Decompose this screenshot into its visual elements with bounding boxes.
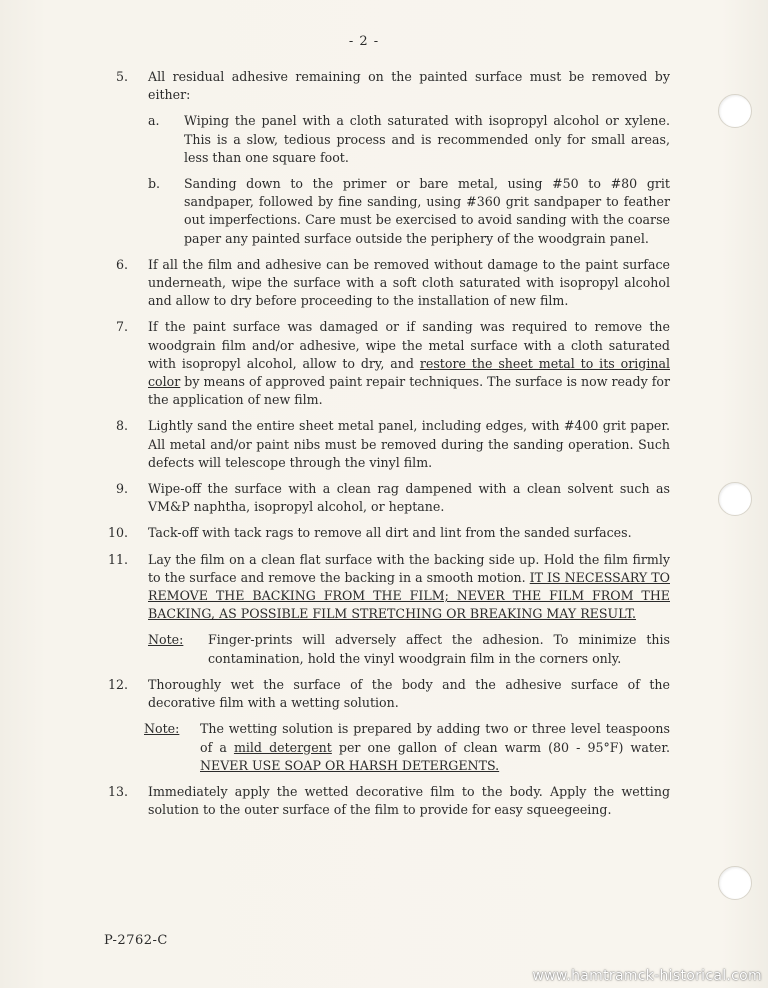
warning-underlined-text: IT IS NECESSARY TO REMOVE THE BACKING FROM THE FILM; NEVER THE FILM FROM THE BACKING, AS POSSIBLE FILM STRETCHING OR BREAKING MAY RESULT. [148,569,670,622]
sub-item-b [100,175,670,248]
note-text-continued: per one gallon of clean warm (80 - 95°F) water. [331,739,670,755]
list-item-6 [100,256,670,311]
underlined-text: mild detergent [233,739,332,755]
sub-item-text: Wiping the panel with a cloth saturated with isopropyl alcohol or xylene. This is a slow, tedious process and is recommended only for small areas, less than one square foot. [184,113,670,165]
punch-hole-top [718,94,752,128]
item-number: 5. [115,69,128,84]
item-number: 6. [115,256,128,272]
note-wetting-solution [100,720,670,775]
item-number: 9. [115,481,128,497]
website-watermark: www.hamtramck-historical.com [532,968,762,984]
item-text: Tack-off with tack rags to remove all dirt and lint from the sanded surfaces. [148,525,632,541]
punch-hole-bottom [718,866,752,900]
item-text: Lay the film on a clean flat surface with the backing side up. Hold the film firmly to the surface and remove the backing in a smooth motion. [148,551,670,585]
punch-hole-middle [718,482,752,516]
item-text: Thoroughly wet the surface of the body and the adhesive surface of the decorative film with a wetting solution. [148,676,670,711]
note-label: Note: [148,632,184,648]
item-number: 7. [115,319,128,335]
list-item-5 [100,68,670,104]
list-item-7 [100,318,670,409]
note-label: Note: [144,721,180,737]
item-number: 10. [107,525,128,541]
item-text: Wipe-off the surface with a clean rag dampened with a clean solvent such as VM&P naphtha, isopropyl alcohol, or heptane. [148,481,670,515]
page-number: - 2 - [348,34,380,49]
item-number: 12. [107,676,128,692]
underlined-text: restore the sheet metal to its original color [148,355,670,390]
list-item-12 [100,676,670,712]
list-item-9 [100,480,670,516]
item-number: 13. [107,783,128,799]
item-text: All residual adhesive remaining on the painted surface must be removed by either: [148,69,670,103]
item-text: Lightly sand the entire sheet metal panel, including edges, with #400 grit paper. All metal and/or paint nibs must be removed during the sanding operation. Such defects will telescope through the vinyl film. [148,418,670,470]
item-text: If the paint surface was damaged or if sanding was required to remove the woodgrain film and/or adhesive, wipe the metal surface with a cloth saturated with isopropyl alcohol, allow to dry, and [148,319,670,371]
item-number: 11. [107,551,128,567]
list-item-8 [100,417,670,472]
item-text-continued: by means of approved paint repair techniques. The surface is now ready for the application of new film. [148,374,670,408]
sub-item-a [100,112,670,167]
sub-item-text: Sanding down to the primer or bare metal, using #50 to #80 grit sandpaper, followed by fine sanding, using #360 grit sandpaper to feather out imperfections. Care must be exercised to avoid sanding with the coarse paper any painted surface outside the periphery of the woodgrain panel. [184,176,670,246]
note-text: Finger-prints will adversely affect the adhesion. To minimize this contamination, hold the vinyl woodgrain film in the corners only. [208,632,670,666]
document-body [100,68,670,827]
list-item-11 [100,551,670,624]
sub-item-letter: b. [148,176,161,192]
item-text: Immediately apply the wetted decorative film to the body. Apply the wetting solution to the outer surface of the film to provide for easy squeegeeing. [148,783,670,818]
list-item-10 [100,524,670,542]
item-text: If all the film and adhesive can be removed without damage to the paint surface underneath, wipe the surface with a soft cloth saturated with isopropyl alcohol and allow to dry before proceeding to the installation of new film. [148,256,670,309]
note-fingerprints [100,631,670,667]
note-text: The wetting solution is prepared by adding two or three level teaspoons of a [200,721,670,755]
list-item-13 [100,783,670,819]
item-number: 8. [115,418,128,434]
sub-item-letter: a. [148,113,160,129]
document-code: P-2762-C [104,933,168,948]
warning-underlined-text: NEVER USE SOAP OR HARSH DETERGENTS. [200,757,500,773]
